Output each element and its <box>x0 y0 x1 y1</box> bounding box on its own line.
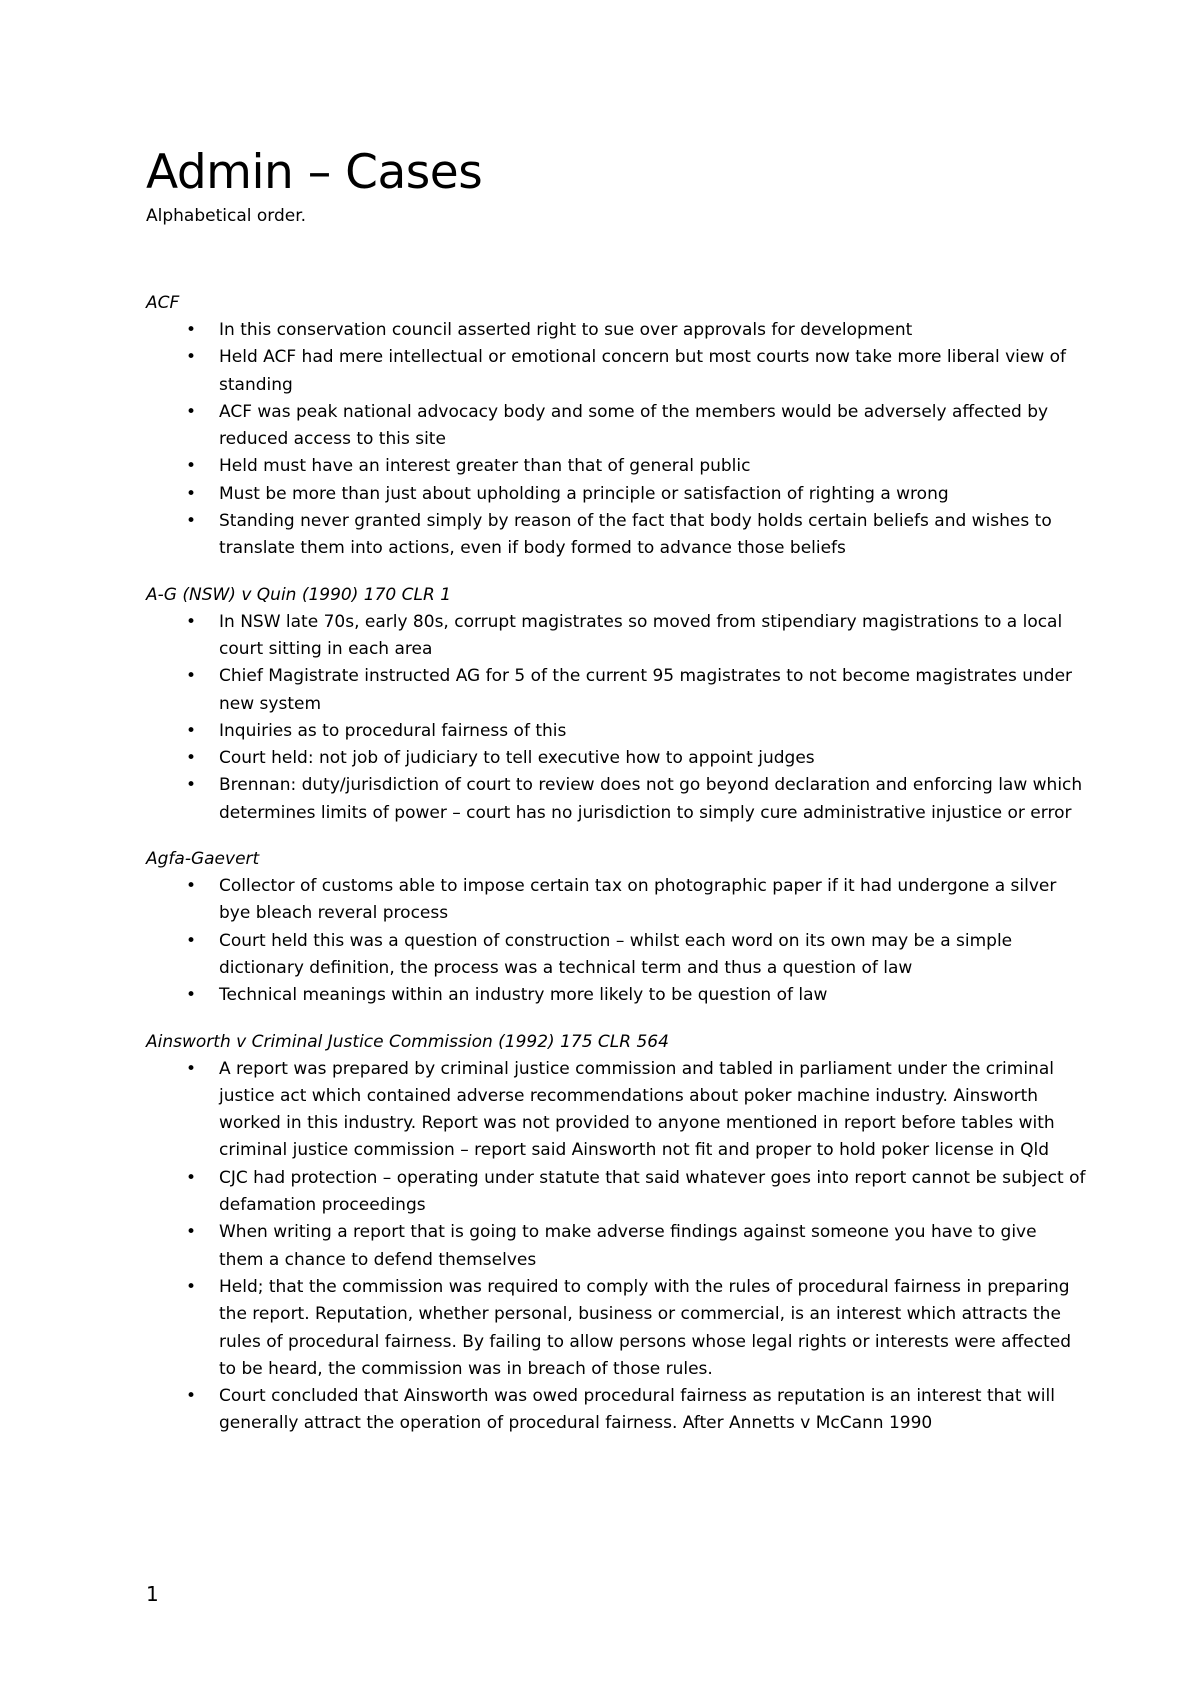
case-point: • Court held: not job of judiciary to tell executive how to appoint judges <box>146 745 1086 772</box>
case-ainsworth-v-cjc <box>146 1029 1086 1438</box>
case-point: • Court concluded that Ainsworth was owed procedural fairness as reputation is an interest that will generally attract the operation of procedural fairness. After Annetts v McCann 1990 <box>146 1383 1086 1438</box>
case-ag-nsw-v-quin <box>146 582 1086 827</box>
case-point: • Must be more than just about upholding a principle or satisfaction of righting a wrong <box>146 481 1086 508</box>
case-point: • Chief Magistrate instructed AG for 5 of the current 95 magistrates to not become magistrates under new system <box>146 663 1086 718</box>
case-name: Agfa-Gaevert <box>146 849 260 870</box>
document-body <box>146 143 1086 1457</box>
page-subtitle: Alphabetical order. <box>146 206 307 226</box>
case-name: ACF <box>146 293 180 313</box>
case-point: • Held ACF had mere intellectual or emotional concern but most courts now take more liberal view of standing <box>146 344 1086 399</box>
case-point: • Inquiries as to procedural fairness of this <box>146 718 1086 745</box>
case-point: • ACF was peak national advocacy body and some of the members would be adversely affected by reduced access to this site <box>146 399 1086 454</box>
case-points <box>146 1056 1086 1438</box>
case-point: • Held must have an interest greater than that of general public <box>146 453 1086 480</box>
case-point: • CJC had protection – operating under statute that said whatever goes into report cannot be subject of defamation proceedings <box>146 1165 1086 1220</box>
case-points <box>146 317 1086 563</box>
case-point: • Court held this was a question of construction – whilst each word on its own may be a simple dictionary definition, the process was a technical term and thus a question of law <box>146 928 1086 983</box>
case-point: • Collector of customs able to impose certain tax on photographic paper if it had undergone a silver bye bleach reveral process <box>146 873 1086 928</box>
case-name: A-G (NSW) v Quin (1990) 170 CLR 1 <box>146 584 452 605</box>
case-point: • Held; that the commission was required to comply with the rules of procedural fairness in preparing the report. Reputation, whether personal, business or commercial, is an interest which attracts the rules of procedural fairness. By failing to allow persons whose legal rights or interests were affected to be heard, the commission was in breach of those rules. <box>146 1274 1086 1383</box>
case-point: • In this conservation council asserted right to sue over approvals for development <box>146 317 1086 344</box>
case-points <box>146 609 1086 827</box>
case-points <box>146 873 1086 1009</box>
case-point: • In NSW late 70s, early 80s, corrupt magistrates so moved from stipendiary magistrations to a local court sitting in each area <box>146 609 1086 664</box>
page-title: Admin – Cases <box>146 145 483 200</box>
case-point: • A report was prepared by criminal justice commission and tabled in parliament under the criminal justice act which contained adverse recommendations about poker machine industry. Ainsworth worked in this industry. Report was not provided to anyone mentioned in report before tables with criminal justice commission – report said Ainsworth not fit and proper to hold poker license in Qld <box>146 1056 1086 1165</box>
case-point: • When writing a report that is going to make adverse findings against someone you have to give them a chance to defend themselves <box>146 1219 1086 1274</box>
case-point: • Standing never granted simply by reason of the fact that body holds certain beliefs and wishes to translate them into actions, even if body formed to advance those beliefs <box>146 508 1086 563</box>
case-point: • Technical meanings within an industry more likely to be question of law <box>146 982 1086 1009</box>
case-name: Ainsworth v Criminal Justice Commission (1992) 175 CLR 564 <box>146 1031 669 1052</box>
case-agfa-gaevert <box>146 846 1086 1009</box>
case-acf <box>146 290 1086 563</box>
page-number: 1 <box>146 1582 159 1606</box>
case-point: • Brennan: duty/jurisdiction of court to review does not go beyond declaration and enforcing law which determines limits of power – court has no jurisdiction to simply cure administrative injustice or error <box>146 772 1086 827</box>
